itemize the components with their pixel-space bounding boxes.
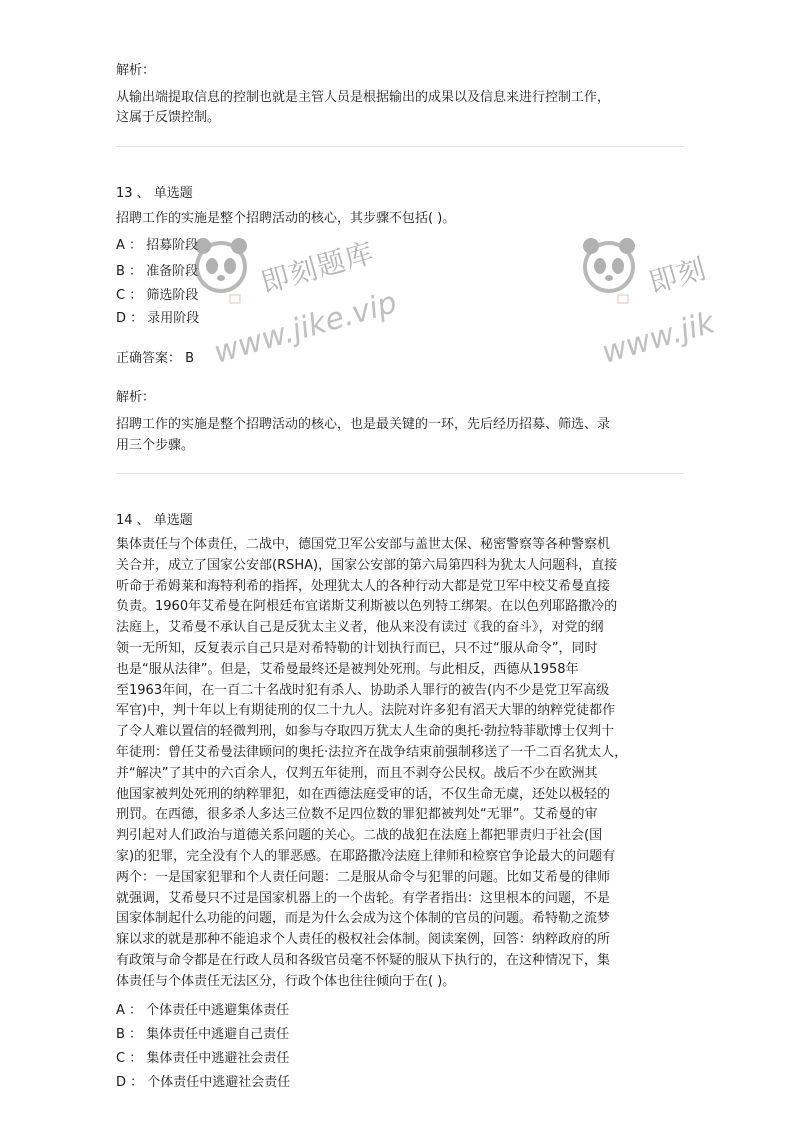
q12-analysis-label: 解析： <box>116 63 156 78</box>
watermark-url: www.jik <box>598 305 719 371</box>
q13-header: 13 、 单选题 <box>116 186 193 201</box>
q14-stem-line: 判引起对人们政治与道德关系问题的关心。二战的战犯在法庭上都把罪责归于社会(国 <box>116 828 603 844</box>
q14-stem-line: 了令人难以置信的轻微判刑，如参与夺取四万犹太人生命的奥托·勃拉特菲歇博士仅判十 <box>116 724 615 740</box>
q14-stem-line: 寐以求的就是那种不能追求个人责任的极权社会体制。阅读案例，回答：纳粹政府的所 <box>116 932 611 948</box>
q14-stem <box>116 535 686 993</box>
q12-analysis-line-2: 这属于反馈控制。 <box>116 110 221 125</box>
q14-option-b[interactable]: B ： 集体责任中逃避自己责任 <box>116 1027 290 1042</box>
q14-header: 14 、 单选题 <box>116 513 193 528</box>
watermark-brand: 即刻 <box>645 251 711 300</box>
q14-stem-line: 有政策与命令都是在行政人员和各级官员毫不怀疑的服从下执行的，在这种情况下，集 <box>116 952 611 968</box>
q14-stem-line: 听命于希姆莱和海特利希的指挥，处理犹太人的各种行动大都是党卫军中校艾希曼直接 <box>116 578 611 594</box>
q13-correct-answer: 正确答案： B <box>116 351 195 366</box>
watermark-brand: 即刻题库 <box>257 235 378 300</box>
q14-stem-line: 就强调，艾希曼只不过是国家机器上的一个齿轮。有学者指出：这里根本的问题，不是 <box>116 890 611 906</box>
q13-option-c[interactable]: C ： 筛选阶段 <box>116 288 199 303</box>
q13-option-d[interactable]: D ： 录用阶段 <box>116 311 200 326</box>
q14-stem-line: 领一无所知，反复表示自己只是对希特勒的计划执行而已，只不过“服从命令”，同时 <box>116 640 598 656</box>
q13-option-b[interactable]: B ： 准备阶段 <box>116 264 199 279</box>
q14-stem-line: 他国家被判处死刑的纳粹罪犯，如在西德法庭受审的话，不仅生命无虞，还处以极轻的 <box>116 786 611 802</box>
q13-analysis-line-1: 招聘工作的实施是整个招聘活动的核心，也是最关键的一环，先后经历招募、筛选、录 <box>116 417 611 432</box>
q14-stem-line: 集体责任与个体责任，二战中，德国党卫军公安部与盖世太保、秘密警察等各种警察机 <box>116 537 611 552</box>
q14-stem-line: 并“解决”了其中的六百余人，仅判五年徒刑，而且不剥夺公民权。战后不少在欧洲其 <box>116 765 598 781</box>
q14-stem-line: 两个：一是国家犯罪和个人责任问题：二是服从命令与犯罪的问题。比如艾希曼的律师 <box>116 869 611 885</box>
q14-stem-line: 至1963年间，在一百二十名战时犯有杀人、协助杀人罪行的被告(内不少是党卫军高级 <box>116 682 610 698</box>
q13-option-a[interactable]: A ： 招募阶段 <box>116 238 199 253</box>
q13-stem: 招聘工作的实施是整个招聘活动的核心，其步骤不包括( )。 <box>116 211 456 226</box>
q14-stem-line: 也是“服从法律”。但是，艾希曼最终还是被判处死刑。与此相反，西德从1958年 <box>116 661 579 677</box>
q14-stem-line: 法庭上，艾希曼不承认自己是反犹太主义者，他从来没有读过《我的奋斗》，对党的纲 <box>116 620 604 636</box>
q14-option-c[interactable]: C ： 集体责任中逃避社会责任 <box>116 1051 290 1066</box>
q12-analysis-line-1: 从输出端提取信息的控制也就是主管人员是根据输出的成果以及信息来进行控制工作， <box>116 90 611 105</box>
q14-stem-line: 体责任与个体责任无法区分，行政个体也往往倾向于在( )。 <box>116 973 456 989</box>
q14-option-a[interactable]: A ： 个体责任中逃避集体责任 <box>116 1003 290 1018</box>
q14-stem-line: 军官)中，判十年以上有期徒刑的仅二十九人。法院对许多犯有滔天大罪的纳粹党徒都作 <box>116 703 616 719</box>
q14-stem-line: 年徒刑：曾任艾希曼法律顾问的奥托·法拉齐在战争结束前强制移送了一千二百名犹太人， <box>116 744 628 760</box>
section-divider <box>116 146 684 147</box>
q14-stem-line: 负责。1960年艾希曼在阿根廷布宜诺斯艾利斯被以色列特工绑架。在以色列耶路撒冷的 <box>116 599 618 615</box>
q14-stem-line: 国家体制起什么功能的问题，而是为什么会成为这个体制的官员的问题。希特勒之流梦 <box>116 911 611 927</box>
section-divider <box>116 473 684 474</box>
q13-analysis-line-2: 用三个步骤。 <box>116 438 195 453</box>
q14-stem-line: 家)的犯罪，完全没有个人的罪恶感。在耶路撒冷法庭上律师和检察官争论最大的问题有 <box>116 848 616 864</box>
q14-stem-line: 关合并，成立了国家公安部(RSHA)，国家公安部的第六局第四科为犹太人问题科，直接 <box>116 557 618 573</box>
watermark-url: www.jike.vip <box>210 285 401 371</box>
q13-analysis-label: 解析： <box>116 390 156 405</box>
q14-stem-line: 刑罚。在西德，很多杀人多达三位数不足四位数的罪犯都被判处“无罪”。艾希曼的审 <box>116 807 598 823</box>
q14-option-d[interactable]: D ： 个体责任中逃避社会责任 <box>116 1075 291 1090</box>
